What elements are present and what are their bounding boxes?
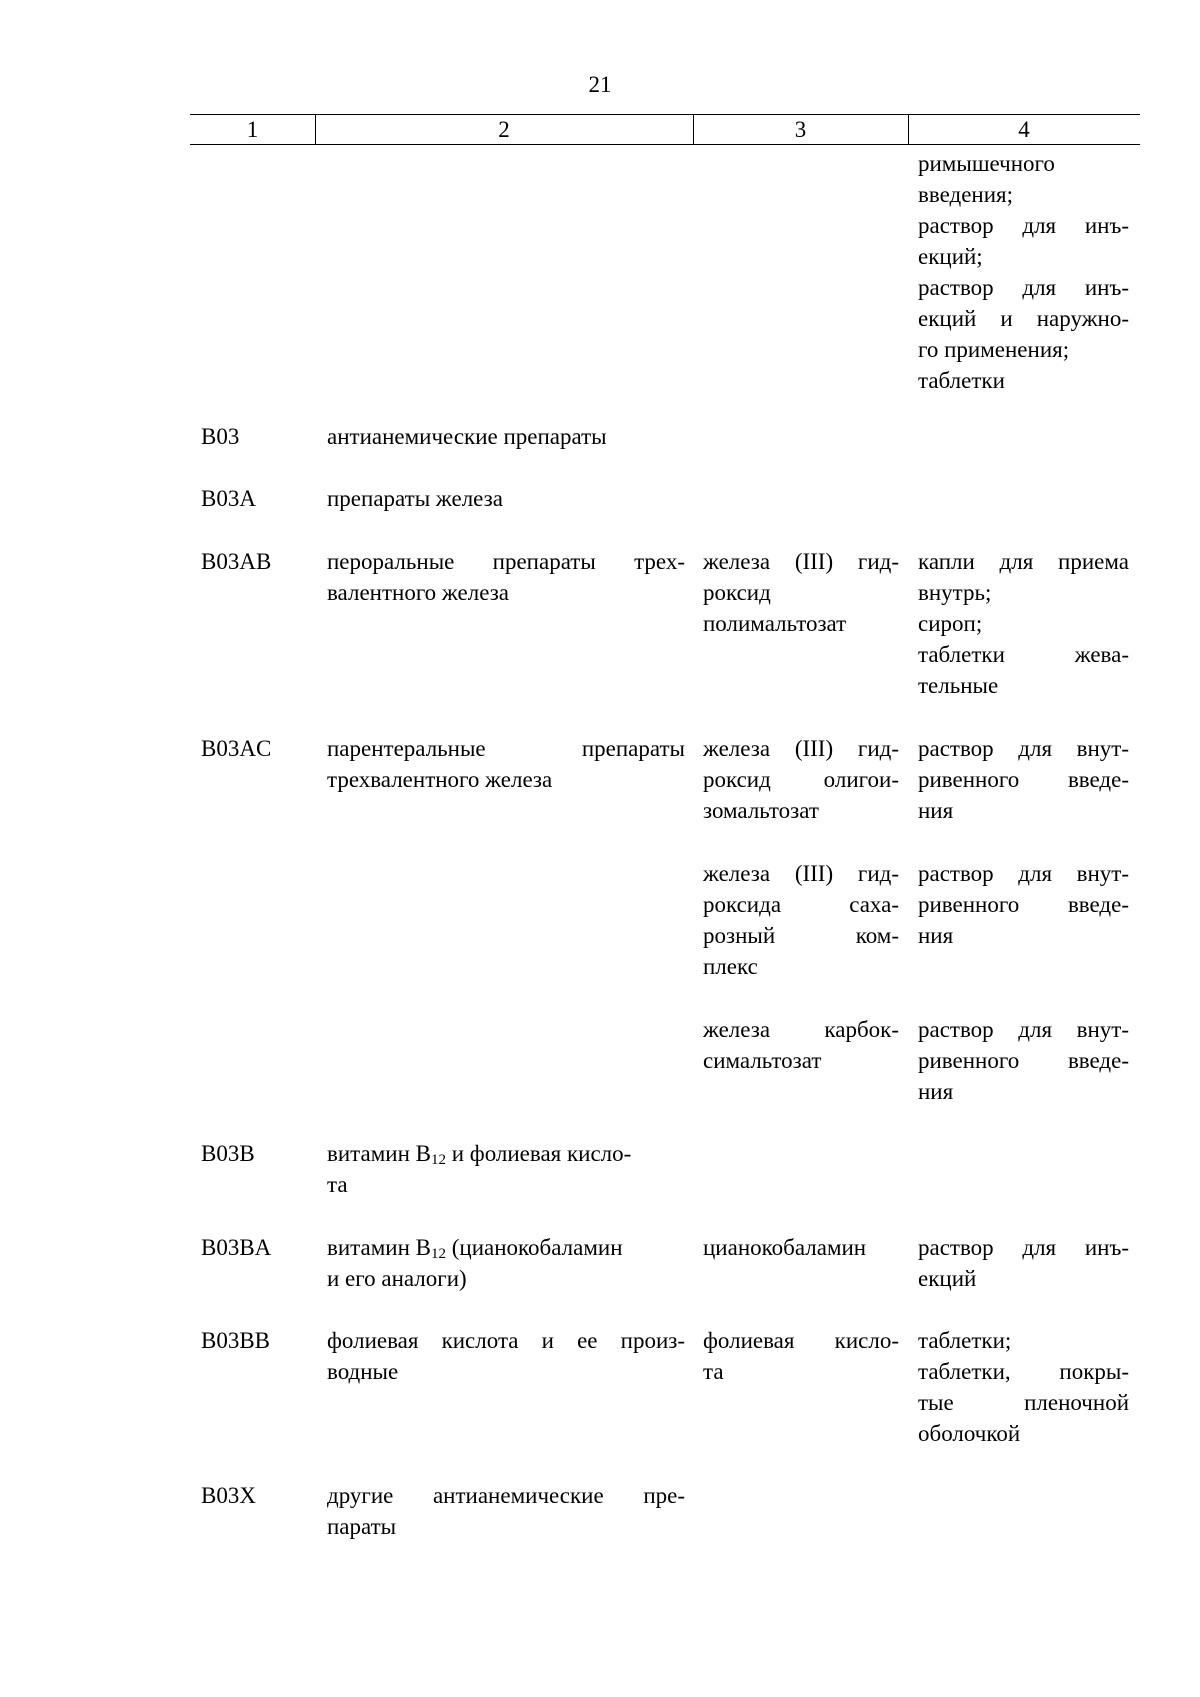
substance-line: железа (III) гид- <box>703 736 899 761</box>
forms-b03ba <box>918 1232 1129 1294</box>
name-line: парентеральные препараты <box>327 736 685 761</box>
forms-b03ac-1 <box>918 733 1129 826</box>
substance-b03ac-3 <box>703 1014 899 1076</box>
atc-name-b03x <box>327 1480 685 1542</box>
table-header <box>190 114 1140 145</box>
atc-code-b03a: B03A <box>201 486 256 511</box>
atc-code-b03: B03 <box>201 424 240 449</box>
forms-line: таблетки жева- <box>918 642 1129 667</box>
name-line: другие антианемические пре- <box>327 1483 685 1508</box>
name-line: препараты железа <box>327 486 503 511</box>
subscript: 12 <box>430 1246 446 1262</box>
atc-code-b03bb: B03BB <box>201 1328 271 1353</box>
forms-line: тые пленочной <box>918 1390 1129 1415</box>
continuation-forms <box>918 148 1129 396</box>
name-line: та <box>327 1172 348 1197</box>
forms-line: раствор для внут- <box>918 861 1129 886</box>
forms-line: ривенного введе- <box>918 1048 1129 1073</box>
forms-b03ac-3 <box>918 1014 1129 1107</box>
atc-name-b03b <box>327 1138 685 1200</box>
forms-line: ния <box>918 923 954 948</box>
name-line: антианемические препараты <box>327 424 607 449</box>
name-line: фолиевая кислота и ее произ- <box>327 1328 685 1353</box>
atc-name-b03ac <box>327 733 685 795</box>
forms-line: сироп; <box>918 611 983 636</box>
name-line <box>327 1232 685 1263</box>
substance-line: симальтозат <box>703 1048 822 1073</box>
forms-b03bb <box>918 1325 1129 1449</box>
substance-line: плекс <box>703 954 758 979</box>
forms-line: оболочкой <box>918 1421 1021 1446</box>
forms-line: раствор для инъ- <box>918 213 1129 238</box>
atc-code-b03ac: B03AC <box>201 736 272 761</box>
substance-line: розный ком- <box>703 923 899 948</box>
atc-code-b03ab: B03AB <box>201 549 272 574</box>
atc-name-b03 <box>327 421 685 452</box>
substance-line: фолиевая кисло- <box>703 1328 899 1353</box>
forms-line: таблетки, покры- <box>918 1359 1129 1384</box>
substance-b03ac-2 <box>703 858 899 982</box>
subscript: 12 <box>430 1152 446 1168</box>
name-line: трехвалентного железа <box>327 767 553 792</box>
forms-line: ривенного введе- <box>918 767 1129 792</box>
substance-b03ac-1 <box>703 733 899 826</box>
substance-line: роксид <box>703 580 771 605</box>
substance-line: зомальтозат <box>703 798 819 823</box>
substance-b03bb <box>703 1325 899 1387</box>
forms-line: римышечного <box>918 151 1055 176</box>
name-line: водные <box>327 1359 399 1384</box>
atc-name-b03a <box>327 483 685 514</box>
forms-line: капли для приема <box>918 549 1129 574</box>
name-text: витамин B <box>327 1235 431 1260</box>
forms-line: введения; <box>918 182 1013 207</box>
forms-line: екций; <box>918 244 983 269</box>
name-text: витамин B <box>327 1141 431 1166</box>
forms-line: тельные <box>918 673 999 698</box>
substance-b03ab <box>703 546 899 639</box>
forms-line: раствор для инъ- <box>918 275 1129 300</box>
name-line: и его аналоги) <box>327 1266 467 1291</box>
forms-line: ния <box>918 798 954 823</box>
forms-line: раствор для инъ- <box>918 1235 1129 1260</box>
atc-name-b03ab <box>327 546 685 608</box>
forms-line: внутрь; <box>918 580 992 605</box>
forms-line: екций и наружно- <box>918 306 1129 331</box>
atc-code-b03x: B03X <box>201 1483 256 1508</box>
name-line <box>327 1138 685 1169</box>
name-text: и фолиевая кисло- <box>445 1141 632 1166</box>
substance-line: цианокобаламин <box>703 1235 867 1260</box>
name-text: (цианокобаламин <box>445 1235 623 1260</box>
substance-line: железа карбок- <box>703 1017 899 1042</box>
substance-line: роксид олигои- <box>703 767 899 792</box>
atc-name-b03bb <box>327 1325 685 1387</box>
forms-b03ab <box>918 546 1129 701</box>
substance-b03ba <box>703 1232 899 1263</box>
forms-line: екций <box>918 1266 977 1291</box>
forms-line: го применения; <box>918 337 1070 362</box>
substance-line: полимальтозат <box>703 611 847 636</box>
atc-code-b03b: B03B <box>201 1141 255 1166</box>
forms-line: ривенного введе- <box>918 892 1129 917</box>
forms-line: раствор для внут- <box>918 1017 1129 1042</box>
header-col-2: 2 <box>498 117 510 142</box>
substance-line: железа (III) гид- <box>703 861 899 886</box>
forms-line: таблетки <box>918 368 1005 393</box>
page-number: 21 <box>588 72 612 97</box>
header-col-4: 4 <box>1018 117 1030 142</box>
header-col-1: 1 <box>246 117 259 142</box>
header-col-3: 3 <box>794 117 807 142</box>
substance-line: роксида саха- <box>703 892 899 917</box>
atc-code-b03ba: B03BA <box>201 1235 272 1260</box>
substance-line: та <box>703 1359 724 1384</box>
forms-b03ac-2 <box>918 858 1129 951</box>
forms-line: раствор для внут- <box>918 736 1129 761</box>
name-line: валентного железа <box>327 580 509 605</box>
forms-line: таблетки; <box>918 1328 1012 1353</box>
name-line: параты <box>327 1514 397 1539</box>
forms-line: ния <box>918 1079 954 1104</box>
name-line: пероральные препараты трех- <box>327 549 685 574</box>
substance-line: железа (III) гид- <box>703 549 899 574</box>
atc-name-b03ba <box>327 1232 685 1294</box>
